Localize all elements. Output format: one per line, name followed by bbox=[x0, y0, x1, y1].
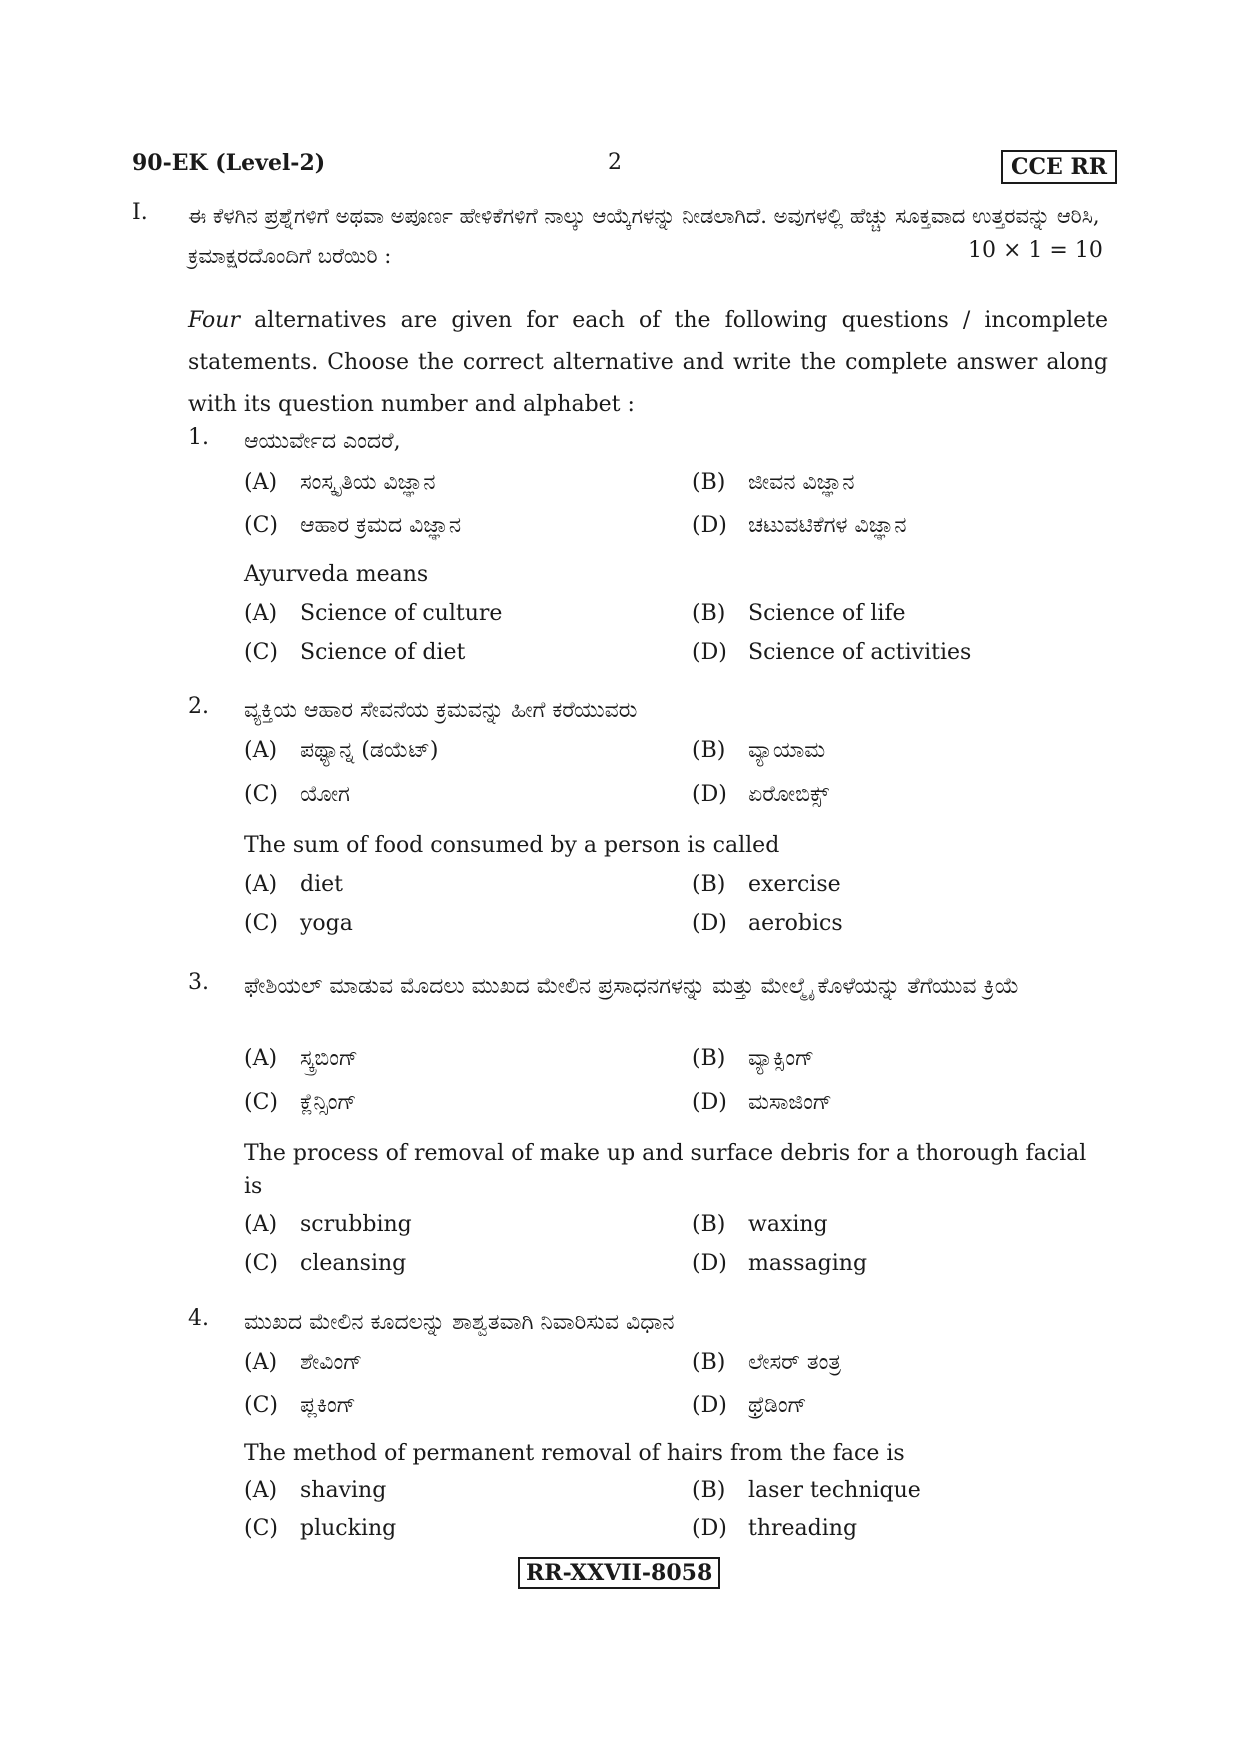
q2-en-option-d: (D) aerobics bbox=[692, 911, 843, 936]
q1-en-option-a: (A) Science of culture bbox=[244, 601, 503, 626]
q3-kn-option-b: (B) ವ್ಯಾಕ್ಸಿಂಗ್ bbox=[692, 1046, 815, 1071]
q4-kn-option-d: (D) ಥ್ರೆಡಿಂಗ್ bbox=[692, 1393, 807, 1418]
q4-kn-option-c: (C) ಪ್ಲಕಿಂಗ್ bbox=[244, 1393, 356, 1418]
q3-kn-option-a: (A) ಸ್ಕ್ರಬಿಂಗ್ bbox=[244, 1046, 358, 1071]
q2-kn-option-c: (C) ಯೋಗ bbox=[244, 782, 350, 807]
q1-kn-option-a: (A) ಸಂಸ್ಕೃತಿಯ ವಿಜ್ಞಾನ bbox=[244, 470, 436, 495]
q2-en-option-c: (C) yoga bbox=[244, 911, 353, 936]
question-text: ಆಯುರ್ವೇದ ಎಂದರೆ, bbox=[244, 429, 401, 454]
footer-code-box: RR-XXVII-8058 bbox=[518, 1557, 720, 1589]
q3-en-option-d: (D) massaging bbox=[692, 1251, 868, 1276]
question-number: 4. bbox=[188, 1306, 209, 1331]
q2-en-option-a: (A) diet bbox=[244, 872, 343, 897]
question-2-english: The sum of food consumed by a person is called bbox=[244, 833, 780, 858]
kannada-instructions: ಈ ಕೆಳಗಿನ ಪ್ರಶ್ನೆಗಳಿಗೆ ಅಥವಾ ಅಪೂರ್ಣ ಹೇಳಿಕೆಗಳಿಗೆ ನಾಲ್ಕು ಆಯ್ಕೆಗಳನ್ನು ನೀಡಲಾಗಿದೆ. ಅವುಗಳಲ್ಲಿ ಹೆಚ್ಚು ಸೂಕ್ತವಾದ ಉತ್ತರವನ್ನು ಆರಿಸಿ, ಕ್ರಮಾಕ್ಷರದೊಂದಿಗೆ ಬರೆಯಿರಿ : bbox=[188, 204, 1100, 268]
q4-kn-option-a: (A) ಶೇವಿಂಗ್ bbox=[244, 1350, 363, 1375]
q1-en-option-b: (B) Science of life bbox=[692, 601, 906, 626]
section-number: I. bbox=[132, 200, 148, 225]
instructions-emphasis: Four bbox=[188, 308, 240, 333]
question-number: 3. bbox=[188, 970, 209, 995]
board-code-box: CCE RR bbox=[1001, 150, 1117, 184]
q2-kn-option-d: (D) ಏರೋಬಿಕ್ಸ್ bbox=[692, 782, 830, 807]
q1-en-option-c: (C) Science of diet bbox=[244, 640, 466, 665]
q1-en-option-d: (D) Science of activities bbox=[692, 640, 972, 665]
q3-en-option-a: (A) scrubbing bbox=[244, 1212, 412, 1237]
question-4-english: The method of permanent removal of hairs from the face is bbox=[244, 1441, 905, 1466]
question-text: ವ್ಯಕ್ತಿಯ ಆಹಾರ ಸೇವನೆಯ ಕ್ರಮವನ್ನು ಹೀಗೆ ಕರೆಯುವರು bbox=[244, 698, 638, 723]
marks-allocation: 10 × 1 = 10 bbox=[968, 238, 1103, 263]
q2-en-option-b: (B) exercise bbox=[692, 872, 841, 897]
q4-en-option-b: (B) laser technique bbox=[692, 1478, 921, 1503]
question-text: ಮುಖದ ಮೇಲಿನ ಕೂದಲನ್ನು ಶಾಶ್ವತವಾಗಿ ನಿವಾರಿಸುವ ವಿಧಾನ bbox=[244, 1310, 675, 1335]
question-text: ಫೇಶಿಯಲ್ ಮಾಡುವ ಮೊದಲು ಮುಖದ ಮೇಲಿನ ಪ್ರಸಾಧನಗಳನ್ನು ಮತ್ತು ಮೇಲ್ಮೈ ಕೊಳೆಯನ್ನು ತೆಗೆಯುವ ಕ್ರಿಯೆ bbox=[244, 974, 1020, 999]
q4-en-option-a: (A) shaving bbox=[244, 1478, 387, 1503]
q3-en-option-b: (B) waxing bbox=[692, 1212, 828, 1237]
q4-kn-option-b: (B) ಲೇಸರ್ ತಂತ್ರ bbox=[692, 1350, 841, 1375]
q2-kn-option-b: (B) ವ್ಯಾಯಾಮ bbox=[692, 738, 826, 763]
paper-code: 90-EK (Level-2) bbox=[132, 150, 326, 176]
question-number: 2. bbox=[188, 694, 209, 719]
question-3-english: The process of removal of make up and surface debris for a thorough facial is bbox=[244, 1141, 1087, 1199]
q3-en-option-c: (C) cleansing bbox=[244, 1251, 407, 1276]
question-number: 1. bbox=[188, 425, 209, 450]
q3-kn-option-c: (C) ಕ್ಲೆನ್ಸಿಂಗ್ bbox=[244, 1090, 357, 1115]
question-1-english: Ayurveda means bbox=[244, 562, 429, 587]
q1-kn-option-b: (B) ಜೀವನ ವಿಜ್ಞಾನ bbox=[692, 470, 855, 495]
english-instructions bbox=[188, 300, 1108, 426]
q1-kn-option-c: (C) ಆಹಾರ ಕ್ರಮದ ವಿಜ್ಞಾನ bbox=[244, 513, 462, 538]
instructions-text: alternatives are given for each of the following questions / incomplete statements. Choose the correct alternative and write the complete answer along with its question number and alphabet : bbox=[188, 308, 1108, 417]
q4-en-option-c: (C) plucking bbox=[244, 1516, 397, 1541]
page-number: 2 bbox=[608, 150, 622, 175]
q2-kn-option-a: (A) ಪಥ್ಯಾನ್ನ (ಡಯೆಟ್) bbox=[244, 738, 439, 763]
q4-en-option-d: (D) threading bbox=[692, 1516, 858, 1541]
q1-kn-option-d: (D) ಚಟುವಟಿಕೆಗಳ ವಿಜ್ಞಾನ bbox=[692, 513, 907, 538]
q3-kn-option-d: (D) ಮಸಾಜಿಂಗ್ bbox=[692, 1090, 832, 1115]
